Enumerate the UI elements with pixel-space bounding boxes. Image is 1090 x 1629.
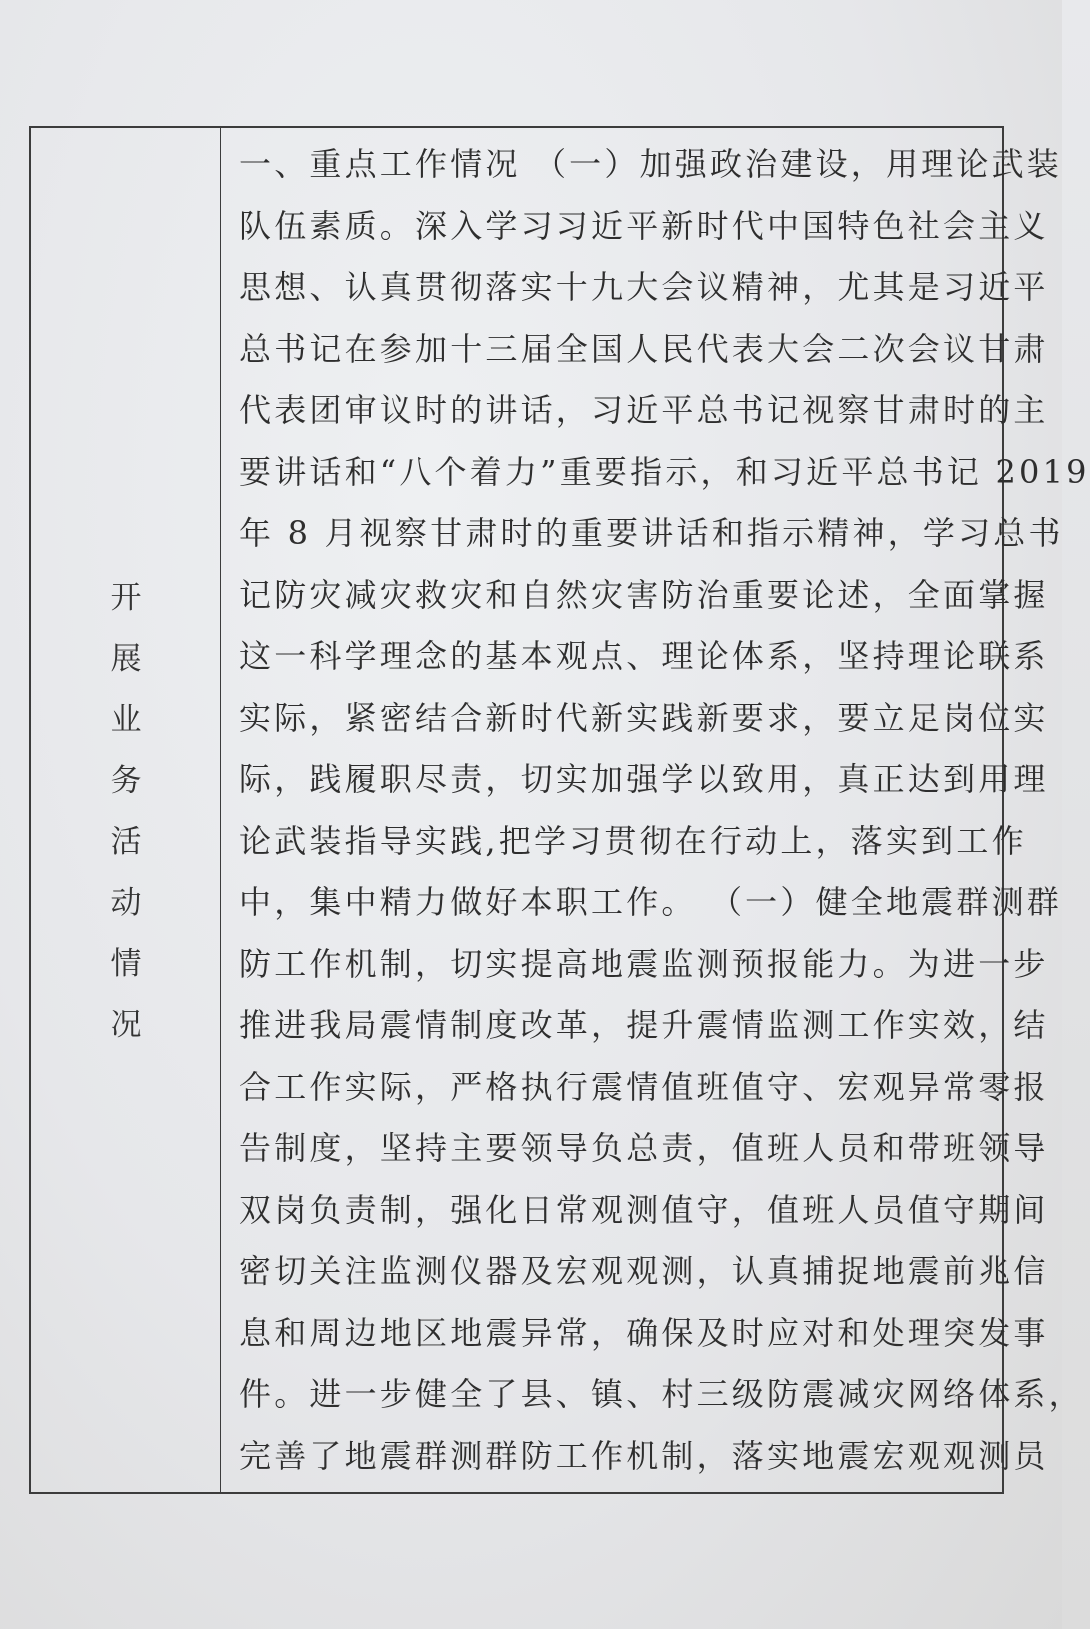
text-line: 队伍素质。深入学习习近平新时代中国特色社会主义 xyxy=(239,206,1049,245)
text-line: 告制度，坚持主要领导负总责，值班人员和带班领导 xyxy=(239,1129,1049,1167)
text-line: 息和周边地区地震异常，确保及时应对和处理突发事 xyxy=(239,1313,1049,1352)
text-line: 密切关注监测仪器及宏观观测，认真捕捉地震前兆信 xyxy=(239,1252,1049,1290)
label-char: 情 xyxy=(110,946,142,982)
label-char: 展 xyxy=(110,641,142,677)
text-line: 要讲话和“八个着力”重要指示，和习近平总书记 2019 xyxy=(239,452,1090,491)
text-line: 论武装指导实践,把学习贯彻在行动上，落实到工作 xyxy=(239,821,1027,860)
text-line: 一、重点工作情况 （一）加强政治建设，用理论武装 xyxy=(239,145,1062,183)
text-line: 总书记在参加十三届全国人民代表大会二次会议甘肃 xyxy=(239,329,1049,368)
text-line: 完善了地震群测群防工作机制，落实地震宏观观测员 xyxy=(239,1436,1049,1475)
text-line: 际，践履职尽责，切实加强学以致用，真正达到用理 xyxy=(239,760,1049,798)
label-char: 务 xyxy=(110,763,142,799)
text-line: 实际，紧密结合新时代新实践新要求，要立足岗位实 xyxy=(239,698,1049,737)
text-line: 这一科学理念的基本观点、理论体系，坚持理论联系 xyxy=(239,637,1049,675)
text-line: 推进我局震情制度改革，提升震情监测工作实效，结 xyxy=(239,1006,1049,1044)
label-char: 动 xyxy=(110,885,142,921)
text-line: 年 8 月视察甘肃时的重要讲话和指示精神，学习总书 xyxy=(239,514,1064,552)
label-char: 况 xyxy=(110,1007,142,1043)
label-char: 开 xyxy=(110,580,142,616)
text-line: 防工作机制，切实提高地震监测预报能力。为进一步 xyxy=(239,944,1049,983)
label-cell xyxy=(31,128,221,1492)
text-line: 记防灾减灾救灾和自然灾害防治重要论述，全面掌握 xyxy=(239,575,1049,614)
text-line: 代表团审议时的讲话，习近平总书记视察甘肃时的主 xyxy=(239,391,1049,429)
text-line: 中，集中精力做好本职工作。 （一）健全地震群测群 xyxy=(239,883,1062,921)
text-line: 件。进一步健全了县、镇、村三级防震减灾网络体系， xyxy=(239,1375,1084,1413)
content-cell xyxy=(229,128,1090,1492)
label-char: 业 xyxy=(110,702,142,738)
text-line: 合工作实际，严格执行震情值班值守、宏观异常零报 xyxy=(239,1067,1049,1106)
row-label xyxy=(31,568,221,1056)
text-line: 思想、认真贯彻落实十九大会议精神，尤其是习近平 xyxy=(239,268,1049,306)
label-char: 活 xyxy=(110,824,142,860)
text-line: 双岗负责制，强化日常观测值守，值班人员值守期间 xyxy=(239,1190,1049,1229)
body-text xyxy=(239,134,1090,1487)
form-table xyxy=(29,126,1090,1494)
